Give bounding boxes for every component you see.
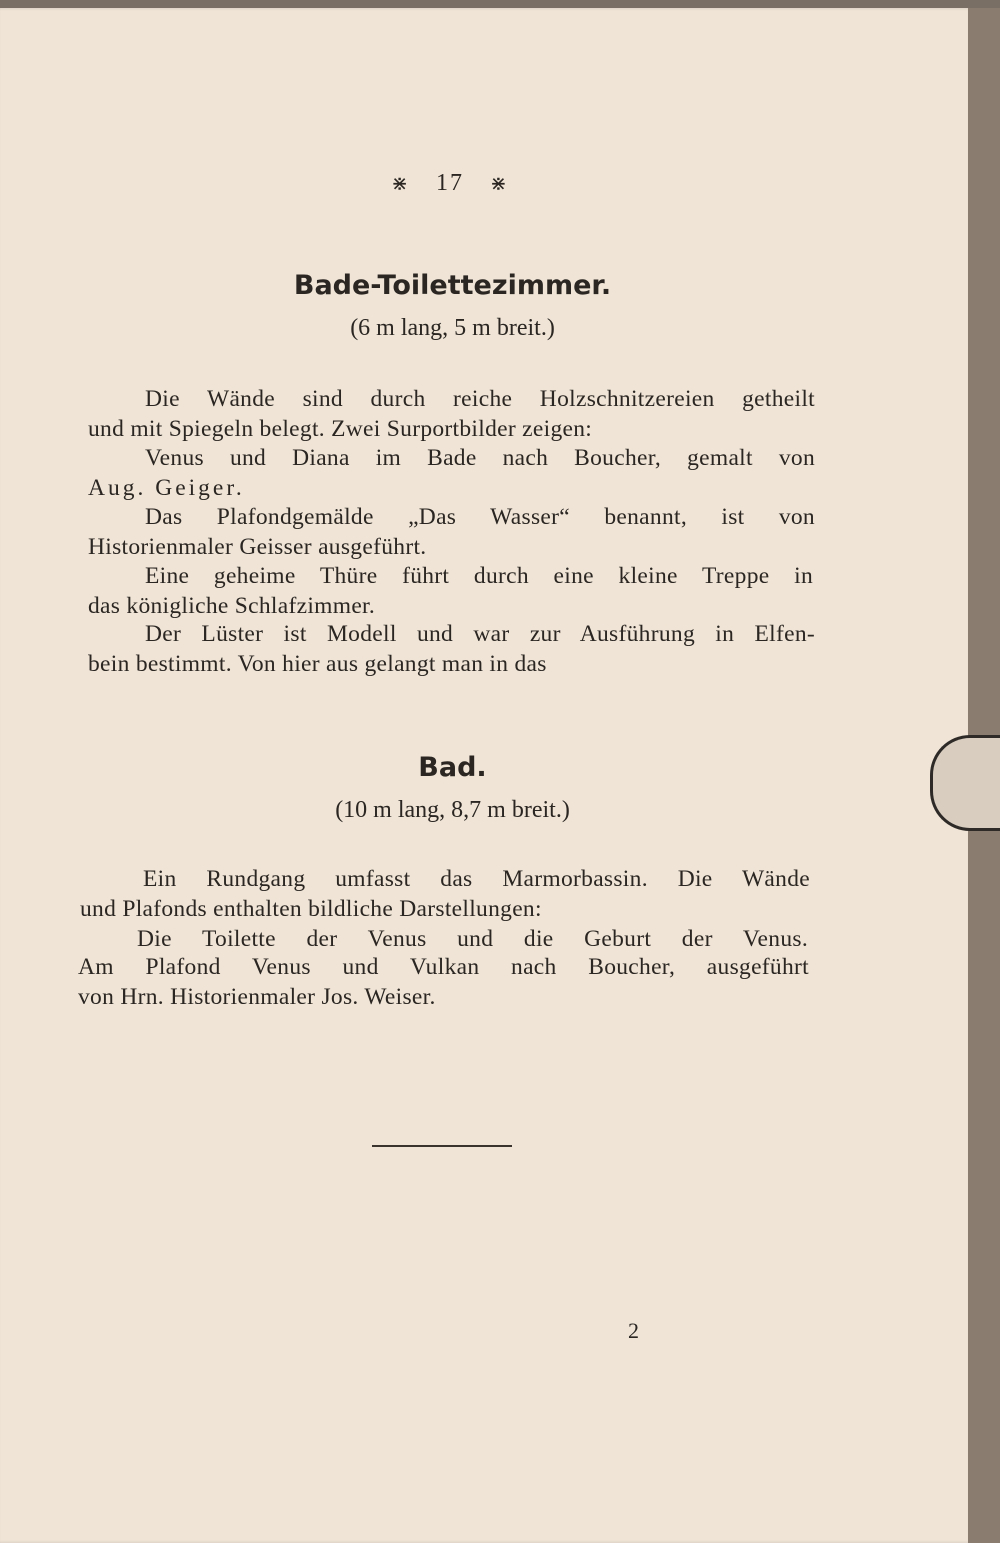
body-line: Das Plafondgemälde „Das Wasser“ benannt, ist von [145, 504, 815, 530]
body-line: bein bestimmt. Von hier aus gelangt man in das [88, 651, 547, 677]
body-line: Eine geheime Thüre führt durch eine kleine Treppe in [145, 563, 813, 589]
divider-rule [372, 1145, 512, 1147]
signature-mark: 2 [628, 1318, 639, 1343]
body-line: und mit Spiegeln belegt. Zwei Surportbilder zeigen: [88, 416, 593, 442]
section-title-bade-toilettezimmer: Bade-Toilettezimmer. [293, 270, 612, 301]
page-number: 17 [436, 170, 464, 196]
ornament-left-icon: ⋇ [391, 173, 410, 195]
body-line: Aug. Geiger. [88, 475, 245, 501]
section-dimensions-2: (10 m lang, 8,7 m breit.) [335, 797, 570, 823]
body-line: Am Plafond Venus und Vulkan nach Boucher, ausgeführt [78, 954, 809, 980]
body-line: und Plafonds enthalten bildliche Darstellungen: [80, 896, 542, 922]
body-line: Venus und Diana im Bade nach Boucher, gemalt von [145, 445, 815, 471]
section-title-bad: Bad. [418, 752, 487, 783]
section-dimensions-1: (6 m lang, 5 m breit.) [350, 315, 555, 341]
page-tab [930, 735, 1000, 831]
body-line: das königliche Schlafzimmer. [88, 593, 376, 619]
body-line: Die Wände sind durch reiche Holzschnitzereien getheilt [145, 386, 815, 412]
body-line: von Hrn. Historienmaler Jos. Weiser. [78, 984, 436, 1010]
body-line: Ein Rundgang umfasst das Marmorbassin. Die Wände [143, 866, 810, 892]
body-line: Die Toilette der Venus und die Geburt der Venus. [137, 926, 808, 952]
body-line: Historienmaler Geisser ausgeführt. [88, 534, 427, 560]
ornament-right-icon: ⋇ [490, 173, 509, 195]
running-header [0, 170, 900, 197]
body-line: Der Lüster ist Modell und war zur Ausführung in Elfen- [145, 621, 815, 647]
